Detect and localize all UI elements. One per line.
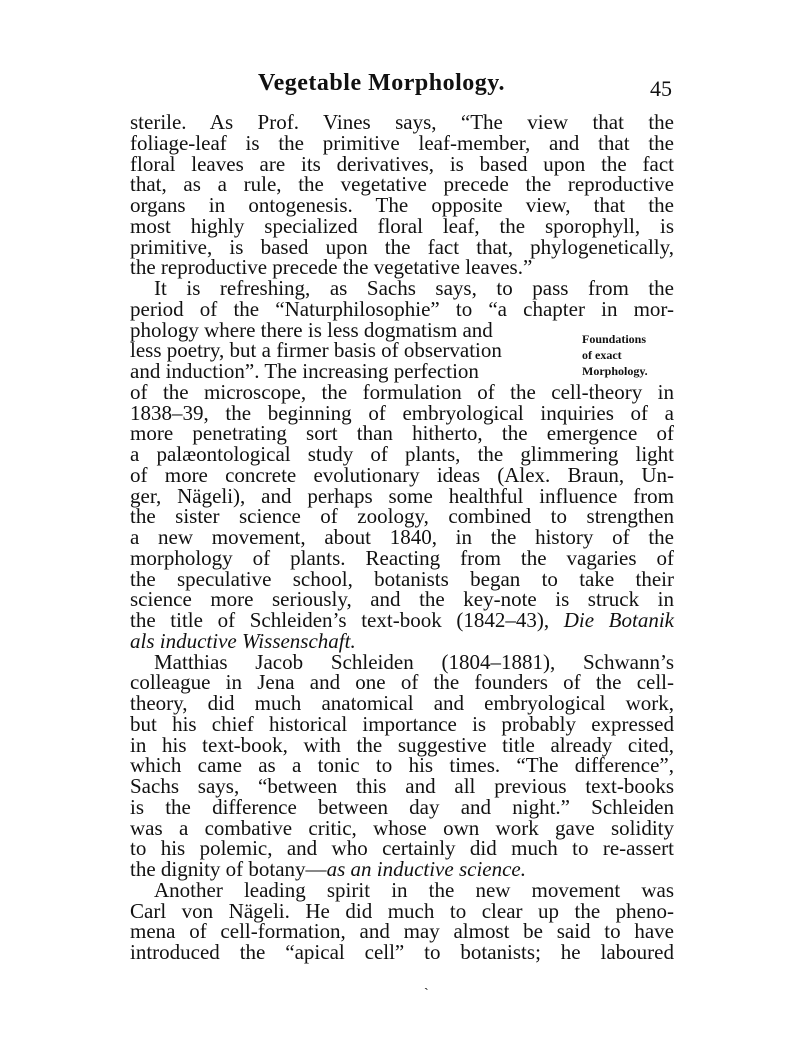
margin-note-line: Foundations	[582, 332, 647, 346]
text-line: and induction”. The increasing perfection	[130, 359, 479, 383]
text-line: organs in ontogenesis. The opposite view, that the	[130, 193, 674, 217]
text-line: sterile. As Prof. Vines says, “The view that the	[130, 110, 674, 134]
text-line: of more concrete evolutionary ideas (Alex. Braun, Un-	[130, 462, 674, 487]
text-line: 1838–39, the beginning of embryological inquiries of a	[130, 400, 674, 425]
text-line: more penetrating sort than hitherto, the emergence of	[130, 421, 674, 446]
text-line: It is refreshing, as Sachs says, to pass from the	[154, 276, 674, 300]
text-segment: the title of Schleiden’s text-book (1842–43),	[130, 608, 564, 632]
margin-note	[582, 331, 648, 379]
margin-note-line: of exact	[582, 348, 622, 362]
text-line: to his polemic, and who certainly did much to re-assert	[130, 836, 674, 861]
text-line: foliage-leaf is the primitive leaf-member, and that the	[130, 130, 674, 155]
footer-mark: ˏ	[424, 976, 429, 991]
text-line	[130, 859, 674, 880]
text-line: introduced the “apical cell” to botanists; he laboured	[130, 940, 674, 964]
text-line: floral leaves are its derivatives, is based upon the fact	[130, 151, 674, 176]
text-line: theory, did much anatomical and embryological work,	[130, 691, 674, 715]
emphasis-italic: as an inductive science.	[326, 857, 526, 881]
text-line: the sister science of zoology, combined to strengthen	[130, 504, 674, 529]
text-line: mena of cell-formation, and may almost be said to have	[130, 919, 674, 944]
page-number: 45	[650, 76, 672, 101]
text-line: phology where there is less dogmatism and	[130, 317, 493, 342]
text-line: period of the “Naturphilosophie” to “a chapter in mor-	[130, 296, 674, 321]
text-line: in his text-book, with the suggestive title already cited,	[130, 732, 674, 757]
text-line: is the difference between day and night.” Schleiden	[130, 794, 674, 819]
text-line: most highly specialized floral leaf, the sporophyll, is	[130, 213, 674, 238]
book-title-italic: als inductive Wissenschaft.	[130, 628, 356, 653]
text-line: a new movement, about 1840, in the history of the	[130, 525, 674, 549]
running-head: Vegetable Morphology.	[258, 70, 505, 96]
text-line: of the microscope, the formulation of the cell-theory in	[130, 379, 674, 404]
text-line: Matthias Jacob Schleiden (1804–1881), Schwann’s	[154, 649, 674, 674]
text-line: less poetry, but a firmer basis of observation	[130, 338, 502, 363]
margin-note-line: Morphology.	[582, 364, 648, 378]
text-line: science more seriously, and the key-note is struck in	[130, 587, 674, 612]
text-line: a palæontological study of plants, the glimmering light	[130, 442, 674, 466]
text-line: the speculative school, botanists began to take their	[130, 566, 674, 591]
text-line: that, as a rule, the vegetative precede the reproductive	[130, 172, 674, 197]
text-line: Sachs says, “between this and all previous text-books	[130, 774, 674, 798]
text-line: ger, Nägeli), and perhaps some healthful influence from	[130, 483, 674, 508]
text-line: primitive, is based upon the fact that, phylogenetically,	[130, 234, 674, 259]
book-title-italic: Die Botanik	[563, 608, 675, 632]
text-line: which came as a tonic to his times. “The difference”,	[130, 753, 674, 778]
text-line: was a combative critic, whose own work gave solidity	[130, 815, 674, 840]
text-line: morphology of plants. Reacting from the vagaries of	[130, 545, 674, 570]
text-line: colleague in Jena and one of the founders of the cell-	[130, 670, 674, 695]
text-line: the reproductive precede the vegetative leaves.”	[130, 255, 533, 280]
text-line	[130, 610, 674, 631]
text-segment: the dignity of botany—	[130, 857, 327, 881]
text-line: Carl von Nägeli. He did much to clear up the pheno-	[130, 898, 674, 923]
body-text	[130, 112, 674, 963]
text-line: but his chief historical importance is probably expressed	[130, 711, 674, 736]
text-line: Another leading spirit in the new movement was	[154, 877, 674, 902]
